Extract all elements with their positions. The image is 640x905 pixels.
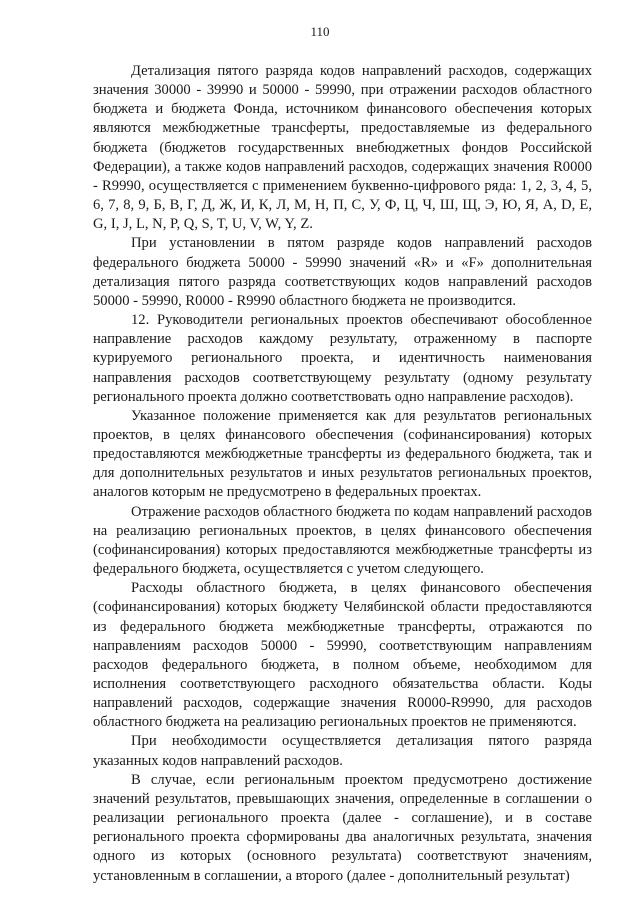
paragraph-provision-applies: Указанное положение применяется как для результатов региональных проектов, в целях финансового обеспечения (софинансирования) которых предоставляются межбюджетные трансферты из федерального бюджета, так и для дополнительных результатов и иных результатов региональных проектов, аналогов которым не предусмотрено в федеральных проектах.: [93, 407, 592, 501]
document-body: [93, 62, 592, 886]
paragraph-detail-if-needed: При необходимости осуществляется детализация пятого разряда указанных кодов направлений расходов.: [93, 733, 592, 769]
paragraph-item-12: 12. Руководители региональных проектов обеспечивают обособленное направление расходов каждому результату, отраженному в паспорте курируемого регионального проекта, и идентичность наименования направления расходов соответствующему результату (одному результату регионального проекта должно соответствовать одно направление расходов).: [93, 312, 592, 405]
paragraph-federal-r-f-values: При установлении в пятом разряде кодов направлений расходов федерального бюджета 50000 - 59990 значений «R» и «F» дополнительная детализация пятого разряда соответствующих кодов направлений расходов 50000 - 59990, R0000 - R9990 областного бюджета не производится.: [93, 235, 592, 309]
paragraph-in-case-of: В случае, если региональным проектом предусмотрено достижение значений результатов, превышающих значения, определенные в соглашении о реализации регионального проекта (далее - соглашение), и в составе регионального проекта сформированы два аналогичных результата, значения одного из которых (основного результата) соответствуют значениям, установленным в соглашении, а второго (далее - дополнительный результат): [93, 771, 592, 884]
paragraph-detail-fifth-digit: Детализация пятого разряда кодов направлений расходов, содержащих значения 30000 - 39990 и 50000 - 59990, при отражении расходов областного бюджета и бюджета Фонда, источником финансового обеспечения которых являются межбюджетные трансферты, предоставляемые из федерального бюджета (бюджетов государственных внебюджетных фондов Российской Федерации), а также кодов направлений расходов, содержащих значения R0000 - R9990, осуществляется с применением буквенно-цифрового ряда: 1, 2, 3, 4, 5, 6, 7, 8, 9, Б, В, Г, Д, Ж, И, К, Л, М, Н, П, С, У, Ф, Ц, Ч, Ш, Щ, Э, Ю, Я, A, D, E, G, I, J, L, N, P, Q, S, T, U, V, W, Y, Z.: [93, 63, 592, 233]
paragraph-reflection-of-expenses: Отражение расходов областного бюджета по кодам направлений расходов на реализацию региональных проектов, в целях финансового обеспечения (софинансирования) которых предоставляются межбюджетные трансферты из федерального бюджета, осуществляется с учетом следующего.: [93, 503, 592, 578]
paragraph-regional-budget-expenses: Расходы областного бюджета, в целях финансового обеспечения (софинансирования) которых бюджету Челябинской области предоставляются из федерального бюджета межбюджетные трансферты, отражаются по направлениям расходов 50000 - 59990, соответствующим направлениям расходов федерального бюджета, в полном объеме, необходимом для исполнения соответствующего расходного обязательства области. Коды направлений расходов, содержащие значения R0000-R9990, для расходов областного бюджета на реализацию региональных проектов не применяются.: [93, 580, 592, 731]
page-number: 110: [310, 24, 330, 39]
